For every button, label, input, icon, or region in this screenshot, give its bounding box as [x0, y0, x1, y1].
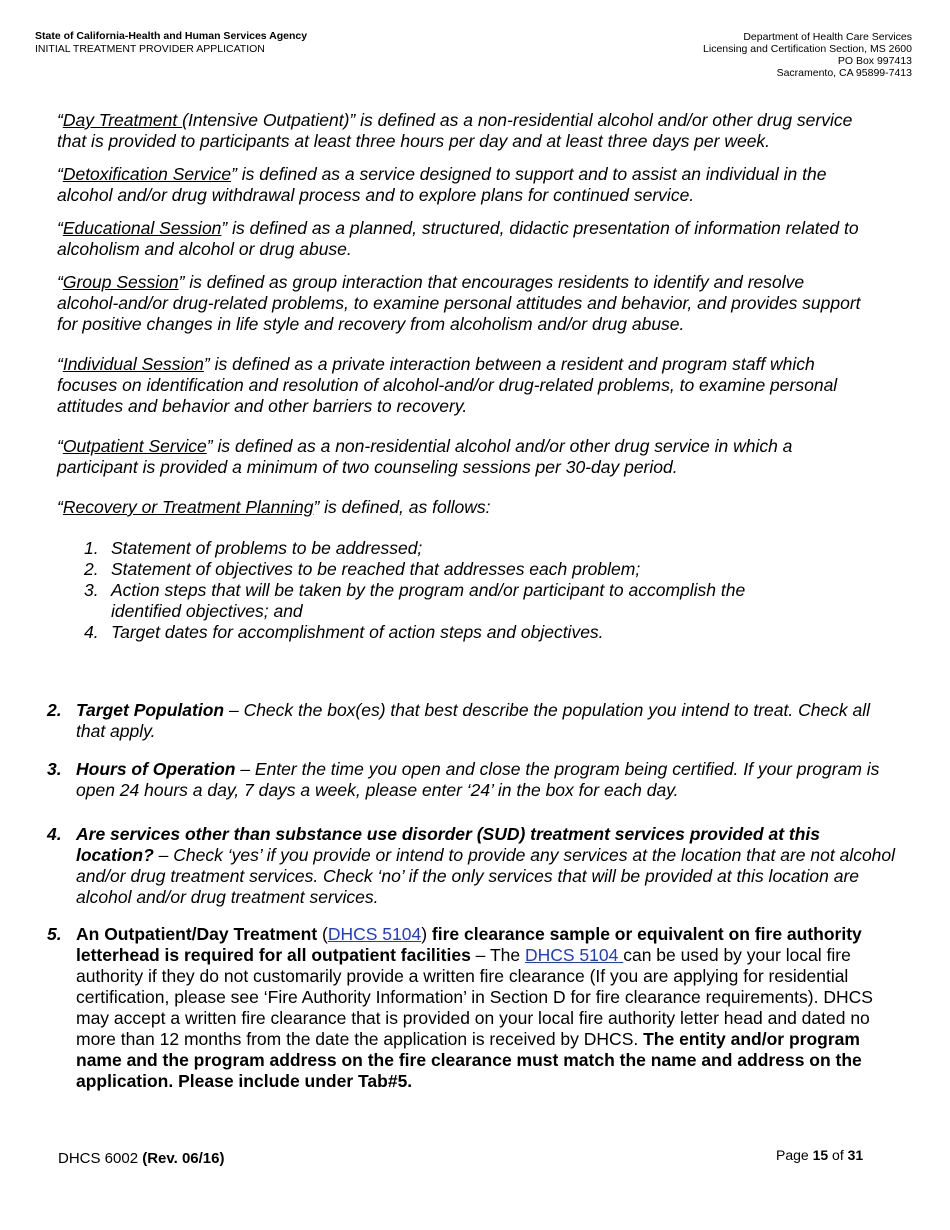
- definition-text: ” is defined as a non-residential alcohol and/or other drug service in which a participant is provided a minimum of two counseling sessions per 30-day period.: [57, 436, 793, 477]
- quote-mark: “: [57, 164, 63, 184]
- item-closing-bold: The entity and/or program name and the program address on the fire clearance must match the name and address on the application. Please include under Tab#5.: [76, 1029, 862, 1091]
- quote-mark: “: [57, 218, 63, 238]
- item-target-population: [47, 700, 897, 742]
- definition-group-session: [57, 272, 869, 335]
- quote-mark: “: [57, 272, 63, 292]
- planning-steps-list: [57, 538, 869, 643]
- list-text: Statement of objectives to be reached that addresses each problem;: [111, 559, 641, 579]
- definition-term: Detoxification Service: [62, 164, 232, 184]
- dhcs-5104-link[interactable]: DHCS 5104: [327, 924, 422, 944]
- item-title: Target Population: [76, 700, 225, 720]
- list-number: 4.: [84, 622, 99, 642]
- item-hours-of-operation: [47, 759, 897, 801]
- item-fire-clearance: [47, 924, 897, 1092]
- definition-term: Individual Session: [62, 354, 204, 374]
- definition-text: ” is defined as a private interaction between a resident and program staff which focuses on identification and resolution of alcohol-and/or drug-related problems, to examine personal attitudes and behavior and other barriers to recovery.: [57, 354, 838, 416]
- definition-text: ” is defined, as follows:: [313, 497, 491, 517]
- quote-mark: “: [57, 354, 63, 374]
- item-text: – Check the box(es) that best describe the population you intend to treat. Check all that apply.: [76, 700, 871, 741]
- definition-educational-session: [57, 218, 869, 260]
- revision: (Rev. 06/16): [142, 1150, 225, 1167]
- item-title: Hours of Operation: [76, 759, 236, 779]
- definition-outpatient-service: [57, 436, 869, 478]
- header-left: [35, 30, 307, 56]
- definition-text: ” is defined as a planned, structured, didactic presentation of information related to alcoholism and alcohol or drug abuse.: [57, 218, 859, 259]
- list-item: [57, 580, 869, 622]
- list-number: 1.: [84, 538, 99, 558]
- address-line: Department of Health Care Services: [743, 31, 912, 43]
- item-title-continued: fire clearance sample or equivalent on fire authority letterhead is required for all outpatient facilities: [76, 924, 862, 965]
- item-title: Are services other than substance use disorder (SUD) treatment services provided at this location?: [76, 824, 820, 865]
- item-number: 5.: [47, 924, 62, 944]
- dhcs-5104-link-2[interactable]: DHCS 5104: [524, 945, 624, 965]
- address-line: Licensing and Certification Section, MS 2600: [703, 43, 912, 55]
- quote-mark: “: [57, 497, 63, 517]
- item-text: – Enter the time you open and close the program being certified. If your program is open 24 hours a day, 7 days a week, please enter ‘24’ in the box for each day.: [76, 759, 880, 800]
- of-word: of: [828, 1147, 848, 1163]
- item-text: – Check ‘yes’ if you provide or intend to provide any services at the location that are not alcohol and/or drug treatment services. Check ‘no’ if the only services that will be provided at this location are alcohol and/or drug treatment services.: [76, 845, 896, 907]
- item-number: 4.: [47, 824, 62, 844]
- total-pages: 31: [847, 1147, 864, 1163]
- address-line: Sacramento, CA 95899-7413: [776, 67, 912, 79]
- definitions-section: [57, 110, 869, 643]
- list-item: [57, 559, 869, 580]
- list-item: [57, 538, 869, 559]
- form-id: DHCS 6002: [58, 1150, 143, 1167]
- quote-mark: “: [57, 110, 63, 130]
- current-page: 15: [812, 1147, 829, 1163]
- quote-mark: “: [57, 436, 63, 456]
- definition-text: ” is defined as group interaction that encourages residents to identify and resolve alcohol-and/or drug-related problems, to examine personal attitudes and behavior, and provides support for positive changes in life style and recovery from alcoholism and/or drug abuse.: [57, 272, 861, 334]
- paren: (: [322, 924, 328, 944]
- form-title: INITIAL TREATMENT PROVIDER APPLICATION: [35, 43, 265, 55]
- definition-day-treatment: [57, 110, 869, 152]
- definition-term: Day Treatment: [62, 110, 183, 130]
- item-number: 3.: [47, 759, 62, 779]
- definition-recovery-planning: [57, 497, 869, 518]
- definition-text: (Intensive Outpatient)” is defined as a non-residential alcohol and/or other drug service that is provided to participants at least three hours per day and at least three days per week.: [57, 110, 853, 151]
- address-line: PO Box 997413: [837, 55, 912, 67]
- list-text: Target dates for accomplishment of action steps and objectives.: [111, 622, 604, 642]
- item-number: 2.: [47, 700, 62, 720]
- list-number: 3.: [84, 580, 99, 600]
- list-number: 2.: [84, 559, 99, 579]
- header-address: [703, 31, 912, 79]
- item-text: – The: [470, 945, 525, 965]
- list-item: [57, 622, 869, 643]
- item-title: An Outpatient/Day Treatment: [76, 924, 323, 944]
- definition-detoxification: [57, 164, 869, 206]
- definition-term: Recovery or Treatment Planning: [62, 497, 314, 517]
- form-revision: [58, 1150, 224, 1167]
- list-text: Statement of problems to be addressed;: [111, 538, 423, 558]
- numbered-instructions: [47, 700, 897, 1106]
- page-number: [776, 1147, 863, 1163]
- definition-term: Outpatient Service: [62, 436, 207, 456]
- list-text: Action steps that will be taken by the program and/or participant to accomplish the identified objectives; and: [111, 580, 746, 621]
- definition-individual-session: [57, 354, 869, 417]
- definition-term: Group Session: [62, 272, 179, 292]
- agency-name: State of California-Health and Human Services Agency: [35, 30, 308, 42]
- definition-text: ” is defined as a service designed to support and to assist an individual in the alcohol and/or drug withdrawal process and to explore plans for continued service.: [57, 164, 827, 205]
- paren: ): [421, 924, 428, 944]
- item-text: can be used by your local fire authority if they do not customarily provide a written fire clearance (If you are applying for residential certification, please see ‘Fire Authority Information’ in Section D for fire clearance requirements). DHCS may accept a written fire clearance that is provided on your local fire authority letter head and dated no more than 12 months from the date the application is received by DHCS.: [76, 945, 873, 1049]
- page-word: Page: [776, 1147, 813, 1163]
- item-other-services: [47, 824, 897, 908]
- definition-term: Educational Session: [62, 218, 222, 238]
